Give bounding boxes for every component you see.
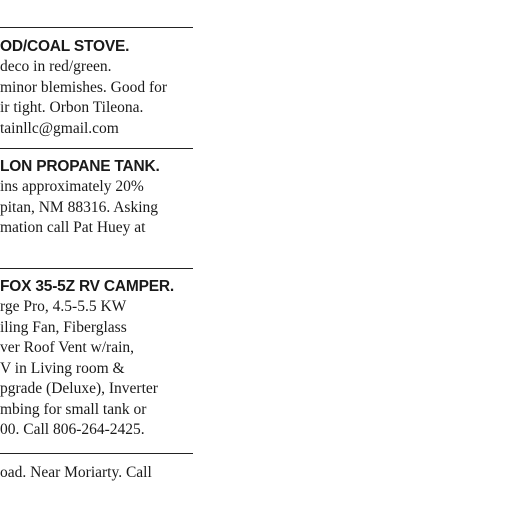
divider-rule xyxy=(0,453,193,454)
ad-text-line: rge Pro, 4.5-5.5 KW xyxy=(0,298,127,315)
ad-text-line: iling Fan, Fiberglass xyxy=(0,318,127,336)
classified-ads-column xyxy=(0,0,200,512)
divider-rule xyxy=(0,27,193,28)
ad-text-line: ver Roof Vent w/rain, xyxy=(0,339,135,356)
ad-text-line: minor blemishes. Good for xyxy=(0,78,168,96)
ad-text-line: deco in red/green. xyxy=(0,58,112,75)
ad-text-line: mation call Pat Huey at xyxy=(0,219,146,236)
divider-rule xyxy=(0,148,193,149)
ad-text-line: pitan, NM 88316. Asking xyxy=(0,198,159,216)
ad-text-line: tainllc@gmail.com xyxy=(0,119,119,137)
ad-headline: OD/COAL STOVE. xyxy=(0,38,130,55)
ad-text-line: mbing for small tank or xyxy=(0,400,147,418)
ad-text-line: ir tight. Orbon Tileona. xyxy=(0,99,144,116)
ad-wood-coal-stove xyxy=(0,36,200,139)
divider-rule xyxy=(0,268,193,269)
ad-text-line: ins approximately 20% xyxy=(0,178,144,195)
ad-text-line: oad. Near Moriarty. Call xyxy=(0,464,152,481)
ad-property-moriarty xyxy=(0,463,200,484)
ad-text-line: pgrade (Deluxe), Inverter xyxy=(0,380,158,397)
ad-rv-camper xyxy=(0,276,200,441)
ad-text-line: 00. Call 806-264-2425. xyxy=(0,421,145,438)
ad-headline: FOX 35-5Z RV CAMPER. xyxy=(0,278,175,295)
ad-text-line: V in Living room & xyxy=(0,359,125,377)
ad-propane-tank xyxy=(0,156,200,239)
ad-headline: LON PROPANE TANK. xyxy=(0,158,160,175)
